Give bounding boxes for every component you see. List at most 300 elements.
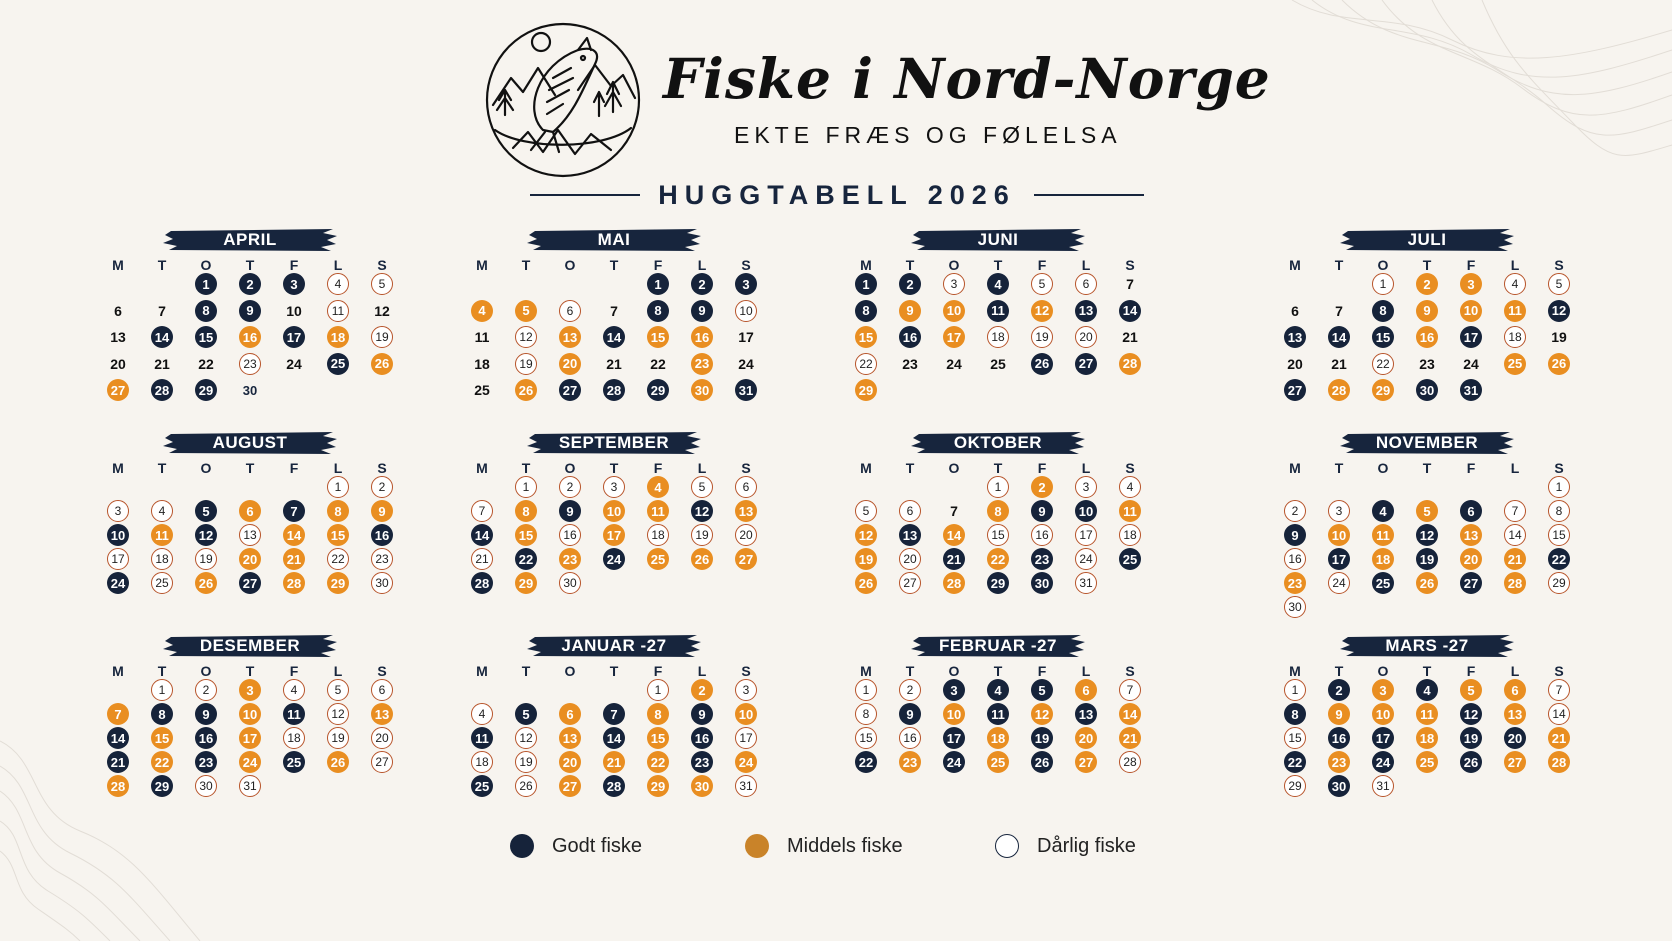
calendar-day: 14 — [943, 524, 965, 546]
calendar-day: 28 — [471, 572, 493, 594]
calendar-day: 21 — [107, 751, 129, 773]
calendar-day: 3 — [1075, 476, 1097, 498]
calendar-day: 13 — [1284, 326, 1306, 348]
calendar-day: 31 — [1372, 775, 1394, 797]
calendar-day: 23 — [691, 353, 713, 375]
weekday-label: T — [609, 663, 619, 679]
calendar-day: 13 — [110, 329, 126, 345]
calendar-day: 18 — [1416, 727, 1438, 749]
month-label: FEBRUAR -27 — [939, 636, 1057, 655]
weekday-label: T — [521, 460, 531, 476]
calendar-day: 29 — [195, 379, 217, 401]
calendar-day: 26 — [691, 548, 713, 570]
calendar-day: 13 — [371, 703, 393, 725]
calendar-day: 25 — [990, 355, 1006, 372]
calendar-day: 12 — [1548, 300, 1570, 322]
calendar-day: 2 — [691, 679, 713, 701]
calendar-day: 16 — [899, 727, 921, 749]
calendar-day: 23 — [691, 751, 713, 773]
weekday-label: O — [564, 663, 576, 679]
weekday-label: L — [697, 663, 707, 679]
calendar-day: 7 — [610, 302, 618, 319]
calendar-day: 14 — [1328, 326, 1350, 348]
weekday-label: F — [1466, 460, 1476, 476]
calendar-day: 7 — [950, 503, 958, 519]
calendar-day: 13 — [559, 326, 581, 348]
calendar-day: 15 — [515, 524, 537, 546]
calendar-day: 7 — [1126, 276, 1134, 292]
weekday-label: T — [1422, 663, 1432, 679]
calendar-day: 5 — [371, 273, 393, 295]
month-name — [525, 431, 703, 455]
heading-rule-left — [530, 194, 640, 196]
calendar-day: 10 — [943, 300, 965, 322]
calendar-day: 18 — [151, 548, 173, 570]
calendar-day: 5 — [1416, 500, 1438, 522]
weekday-label: F — [1466, 257, 1476, 273]
calendar-day: 28 — [1328, 379, 1350, 401]
calendar-day: 19 — [515, 751, 537, 773]
calendar-day: 1 — [151, 679, 173, 701]
calendar-day: 26 — [1031, 353, 1053, 375]
calendar-day: 22 — [198, 355, 214, 372]
calendar-day: 17 — [735, 727, 757, 749]
calendar-day: 5 — [1031, 273, 1053, 295]
brand-subtitle: EKTE FRÆS OG FØLELSA — [734, 122, 1122, 148]
topographic-lines-bottom-left — [0, 681, 380, 941]
calendar-day: 16 — [691, 326, 713, 348]
calendar-day: 5 — [1548, 273, 1570, 295]
calendar-day: 2 — [195, 679, 217, 701]
calendar-day: 26 — [327, 751, 349, 773]
calendar-day: 27 — [1075, 751, 1097, 773]
calendar-day: 16 — [1416, 326, 1438, 348]
topographic-lines-top-right — [1252, 0, 1672, 200]
calendar-day: 4 — [327, 273, 349, 295]
calendar-day: 22 — [855, 353, 877, 375]
calendar-day: 3 — [1372, 679, 1394, 701]
calendar-day: 24 — [239, 751, 261, 773]
heading-rule-right — [1034, 194, 1144, 196]
calendar-day: 23 — [559, 548, 581, 570]
weekday-label: O — [1377, 257, 1389, 273]
calendar-day: 20 — [110, 355, 126, 372]
weekday-label: L — [333, 663, 343, 679]
calendar-day: 10 — [943, 703, 965, 725]
calendar-day: 27 — [559, 379, 581, 401]
calendar-day: 18 — [1504, 326, 1526, 348]
calendar-day: 1 — [1548, 476, 1570, 498]
month-label: OKTOBER — [953, 433, 1043, 452]
weekday-label: O — [1377, 460, 1389, 476]
weekday-label: S — [741, 663, 751, 679]
weekday-label: F — [1037, 460, 1047, 476]
weekday-label: M — [112, 663, 124, 679]
calendar-day: 29 — [855, 379, 877, 401]
page-title: HUGGTABELL 2026 — [658, 179, 1016, 210]
fish-mountain-emblem-icon — [483, 20, 643, 180]
calendar-day: 2 — [559, 476, 581, 498]
calendar-day: 11 — [151, 524, 173, 546]
calendar-day: 28 — [151, 379, 173, 401]
calendar-day: 25 — [283, 751, 305, 773]
calendar-day: 16 — [1328, 727, 1350, 749]
calendar-day: 27 — [1504, 751, 1526, 773]
calendar-day: 19 — [855, 548, 877, 570]
calendar-day: 30 — [1284, 596, 1306, 618]
calendar-day: 23 — [902, 355, 918, 372]
calendar-day: 18 — [987, 326, 1009, 348]
month-name — [1338, 431, 1516, 455]
calendar-day: 4 — [987, 273, 1009, 295]
calendar-day: 4 — [1504, 273, 1526, 295]
calendar-day: 15 — [195, 326, 217, 348]
calendar-day: 18 — [1119, 524, 1141, 546]
calendar-day: 21 — [1504, 548, 1526, 570]
calendar-day: 19 — [327, 727, 349, 749]
calendar-day: 29 — [151, 775, 173, 797]
calendar-day: 28 — [943, 572, 965, 594]
calendar-day: 22 — [327, 548, 349, 570]
calendar-day: 19 — [1031, 727, 1053, 749]
calendar-day: 10 — [735, 300, 757, 322]
calendar-day: 6 — [239, 500, 261, 522]
calendar-day: 13 — [1460, 524, 1482, 546]
calendar-day: 17 — [1372, 727, 1394, 749]
calendar-day: 17 — [943, 326, 965, 348]
calendar-day: 30 — [1416, 379, 1438, 401]
calendar-day: 30 — [691, 775, 713, 797]
weekday-label: T — [609, 460, 619, 476]
calendar-day: 28 — [1504, 572, 1526, 594]
calendar-day: 8 — [515, 500, 537, 522]
weekday-label: T — [1422, 257, 1432, 273]
calendar-day: 17 — [239, 727, 261, 749]
calendar-day: 23 — [371, 548, 393, 570]
calendar-day: 2 — [1416, 273, 1438, 295]
calendar-day: 1 — [1284, 679, 1306, 701]
month-label: AUGUST — [212, 433, 288, 452]
calendar-day: 1 — [647, 679, 669, 701]
calendar-day: 12 — [374, 302, 390, 319]
calendar-day: 1 — [327, 476, 349, 498]
calendar-day: 12 — [855, 524, 877, 546]
weekday-label: O — [564, 460, 576, 476]
legend-medium-label: Middels fiske — [787, 834, 903, 857]
calendar-day: 23 — [1419, 355, 1435, 372]
calendar-day: 28 — [603, 775, 625, 797]
month-name — [1338, 228, 1516, 252]
calendar-day: 6 — [899, 500, 921, 522]
calendar-day: 2 — [1328, 679, 1350, 701]
calendar-day: 29 — [1548, 572, 1570, 594]
weekday-label: L — [333, 460, 343, 476]
weekday-label: M — [1289, 460, 1301, 476]
calendar-day: 20 — [1504, 727, 1526, 749]
calendar-day: 14 — [471, 524, 493, 546]
calendar-day: 15 — [1284, 727, 1306, 749]
calendar-day: 3 — [1460, 273, 1482, 295]
calendar-day: 24 — [943, 751, 965, 773]
weekday-label: S — [1125, 257, 1135, 273]
calendar-day: 19 — [371, 326, 393, 348]
calendar-day: 30 — [1031, 572, 1053, 594]
calendar-day: 30 — [195, 775, 217, 797]
calendar-day: 9 — [691, 703, 713, 725]
weekday-label: M — [1289, 257, 1301, 273]
calendar-day: 4 — [1119, 476, 1141, 498]
weekday-label: T — [1334, 257, 1344, 273]
calendar-day: 14 — [1119, 703, 1141, 725]
calendar-day: 9 — [899, 300, 921, 322]
weekday-label: F — [1037, 257, 1047, 273]
calendar-day: 5 — [1031, 679, 1053, 701]
calendar-day: 30 — [691, 379, 713, 401]
calendar-day: 2 — [1284, 500, 1306, 522]
calendar-day: 10 — [603, 500, 625, 522]
weekday-label: S — [1554, 257, 1564, 273]
calendar-day: 17 — [603, 524, 625, 546]
calendar-day: 17 — [1460, 326, 1482, 348]
calendar-day: 10 — [1372, 703, 1394, 725]
calendar-day: 8 — [151, 703, 173, 725]
calendar-day: 1 — [195, 273, 217, 295]
calendar-day: 20 — [1075, 727, 1097, 749]
calendar-day: 17 — [107, 548, 129, 570]
calendar-day: 4 — [1416, 679, 1438, 701]
calendar-day: 21 — [943, 548, 965, 570]
weekday-label: T — [157, 663, 167, 679]
calendar-day: 30 — [371, 572, 393, 594]
calendar-day: 24 — [603, 548, 625, 570]
calendar-day: 13 — [1075, 300, 1097, 322]
weekday-label: O — [200, 460, 212, 476]
calendar-day: 27 — [735, 548, 757, 570]
calendar-day: 8 — [647, 300, 669, 322]
calendar-day: 31 — [239, 775, 261, 797]
calendar-day: 11 — [647, 500, 669, 522]
month-name — [161, 228, 339, 252]
calendar-day: 14 — [1504, 524, 1526, 546]
calendar-day: 28 — [1119, 353, 1141, 375]
calendar-day: 4 — [283, 679, 305, 701]
calendar-day: 27 — [899, 572, 921, 594]
calendar-day: 8 — [327, 500, 349, 522]
weekday-label: T — [521, 257, 531, 273]
weekday-label: T — [993, 663, 1003, 679]
calendar-day: 8 — [1372, 300, 1394, 322]
weekday-label: L — [1510, 460, 1520, 476]
calendar-day: 17 — [283, 326, 305, 348]
calendar-day: 27 — [107, 379, 129, 401]
calendar-day: 6 — [735, 476, 757, 498]
calendar-day: 9 — [1328, 703, 1350, 725]
calendar-day: 27 — [239, 572, 261, 594]
weekday-label: F — [653, 663, 663, 679]
weekday-label: F — [1466, 663, 1476, 679]
calendar-day: 20 — [559, 751, 581, 773]
legend-good — [510, 834, 642, 858]
calendar-day: 23 — [1031, 548, 1053, 570]
calendar-day: 28 — [1119, 751, 1141, 773]
weekday-label: M — [860, 663, 872, 679]
calendar-day: 3 — [735, 679, 757, 701]
calendar-day: 19 — [1031, 326, 1053, 348]
calendar-day: 18 — [283, 727, 305, 749]
calendar-day: 13 — [1075, 703, 1097, 725]
calendar-day: 26 — [1416, 572, 1438, 594]
calendar-day: 25 — [647, 548, 669, 570]
calendar-day: 17 — [738, 329, 754, 345]
weekday-label: T — [993, 460, 1003, 476]
calendar-day: 10 — [1460, 300, 1482, 322]
calendar-day: 21 — [1548, 727, 1570, 749]
weekday-label: T — [157, 460, 167, 476]
month-label: DESEMBER — [199, 636, 301, 655]
calendar-day: 8 — [1548, 500, 1570, 522]
weekday-label: M — [112, 257, 124, 273]
weekday-label: M — [476, 663, 488, 679]
calendar-day: 20 — [735, 524, 757, 546]
calendar-day: 10 — [286, 302, 302, 319]
calendar-day: 18 — [474, 355, 490, 372]
calendar-day: 4 — [1372, 500, 1394, 522]
calendar-day: 6 — [559, 300, 581, 322]
calendar-day: 31 — [735, 379, 757, 401]
calendar-day: 3 — [943, 679, 965, 701]
weekday-label: L — [1510, 257, 1520, 273]
calendar-day: 15 — [987, 524, 1009, 546]
calendar-day: 19 — [691, 524, 713, 546]
calendar-day: 4 — [151, 500, 173, 522]
calendar-day: 14 — [603, 326, 625, 348]
calendar-day: 1 — [987, 476, 1009, 498]
calendar-day: 25 — [474, 382, 490, 398]
weekday-label: S — [1125, 460, 1135, 476]
calendar-day: 20 — [1460, 548, 1482, 570]
calendar-day: 22 — [855, 751, 877, 773]
calendar-day: 19 — [1460, 727, 1482, 749]
legend-poor — [995, 834, 1136, 858]
weekday-label: T — [609, 257, 619, 273]
calendar-day: 10 — [735, 703, 757, 725]
calendar-day: 6 — [1075, 679, 1097, 701]
calendar-day: 31 — [1075, 572, 1097, 594]
calendar-day: 8 — [855, 300, 877, 322]
calendar-day: 7 — [1335, 302, 1343, 319]
weekday-label: T — [157, 257, 167, 273]
month-label: MAI — [597, 230, 631, 249]
calendar-day: 2 — [1031, 476, 1053, 498]
calendar-day: 25 — [987, 751, 1009, 773]
calendar-day: 15 — [327, 524, 349, 546]
calendar-day: 26 — [195, 572, 217, 594]
calendar-day: 22 — [1284, 751, 1306, 773]
calendar-day: 20 — [559, 353, 581, 375]
weekday-label: M — [1289, 663, 1301, 679]
weekday-label: S — [377, 257, 387, 273]
calendar-day: 29 — [987, 572, 1009, 594]
calendar-day: 14 — [1119, 300, 1141, 322]
weekday-label: T — [905, 257, 915, 273]
month-label: MARS -27 — [1385, 636, 1469, 655]
weekday-label: L — [697, 460, 707, 476]
weekday-label: O — [200, 257, 212, 273]
month-label: JANUAR -27 — [561, 636, 667, 655]
calendar-day: 26 — [1460, 751, 1482, 773]
calendar-day: 6 — [114, 302, 122, 319]
calendar-day: 29 — [1372, 379, 1394, 401]
calendar-day: 5 — [1460, 679, 1482, 701]
calendar-day: 8 — [855, 703, 877, 725]
weekday-label: M — [112, 460, 124, 476]
calendar-day: 1 — [855, 679, 877, 701]
calendar-day: 22 — [647, 751, 669, 773]
weekday-label: T — [1334, 460, 1344, 476]
calendar-day: 7 — [283, 500, 305, 522]
month-label: JULI — [1407, 230, 1447, 249]
weekday-label: T — [905, 663, 915, 679]
calendar-day: 6 — [371, 679, 393, 701]
calendar-day: 8 — [987, 500, 1009, 522]
calendar-day: 4 — [471, 300, 493, 322]
calendar-day: 6 — [1460, 500, 1482, 522]
calendar-day: 21 — [471, 548, 493, 570]
weekday-label: S — [377, 663, 387, 679]
calendar-day: 24 — [738, 355, 754, 372]
weekday-label: M — [476, 257, 488, 273]
calendar-day: 18 — [471, 751, 493, 773]
calendar-day: 10 — [1075, 500, 1097, 522]
weekday-label: L — [1081, 460, 1091, 476]
calendar-day: 30 — [1328, 775, 1350, 797]
calendar-day: 6 — [1291, 302, 1299, 319]
weekday-label: T — [245, 460, 255, 476]
calendar-day: 11 — [283, 703, 305, 725]
month-name — [909, 228, 1087, 252]
calendar-day: 3 — [603, 476, 625, 498]
calendar-day: 21 — [603, 751, 625, 773]
calendar-day: 26 — [371, 353, 393, 375]
calendar-day: 29 — [647, 379, 669, 401]
calendar-day: 2 — [899, 679, 921, 701]
calendar-day: 29 — [515, 572, 537, 594]
calendar-day: 14 — [283, 524, 305, 546]
calendar-day: 3 — [107, 500, 129, 522]
legend-medium — [745, 834, 903, 858]
legend-poor-dot — [995, 834, 1019, 858]
calendar-day: 16 — [195, 727, 217, 749]
calendar-day: 9 — [239, 300, 261, 322]
calendar-day: 28 — [107, 775, 129, 797]
calendar-day: 7 — [1119, 679, 1141, 701]
calendar-day: 11 — [1119, 500, 1141, 522]
calendar-day: 24 — [1372, 751, 1394, 773]
weekday-label: S — [741, 257, 751, 273]
calendar-day: 7 — [1548, 679, 1570, 701]
calendar-day: 25 — [471, 775, 493, 797]
calendar-day: 23 — [1284, 572, 1306, 594]
weekday-label: S — [377, 460, 387, 476]
calendar-day: 21 — [1119, 727, 1141, 749]
calendar-day: 9 — [195, 703, 217, 725]
calendar-day: 15 — [1372, 326, 1394, 348]
calendar-day: 13 — [735, 500, 757, 522]
calendar-day: 11 — [471, 727, 493, 749]
calendar-day: 4 — [471, 703, 493, 725]
calendar-day: 21 — [1331, 355, 1347, 372]
legend-good-label: Godt fiske — [552, 834, 643, 857]
